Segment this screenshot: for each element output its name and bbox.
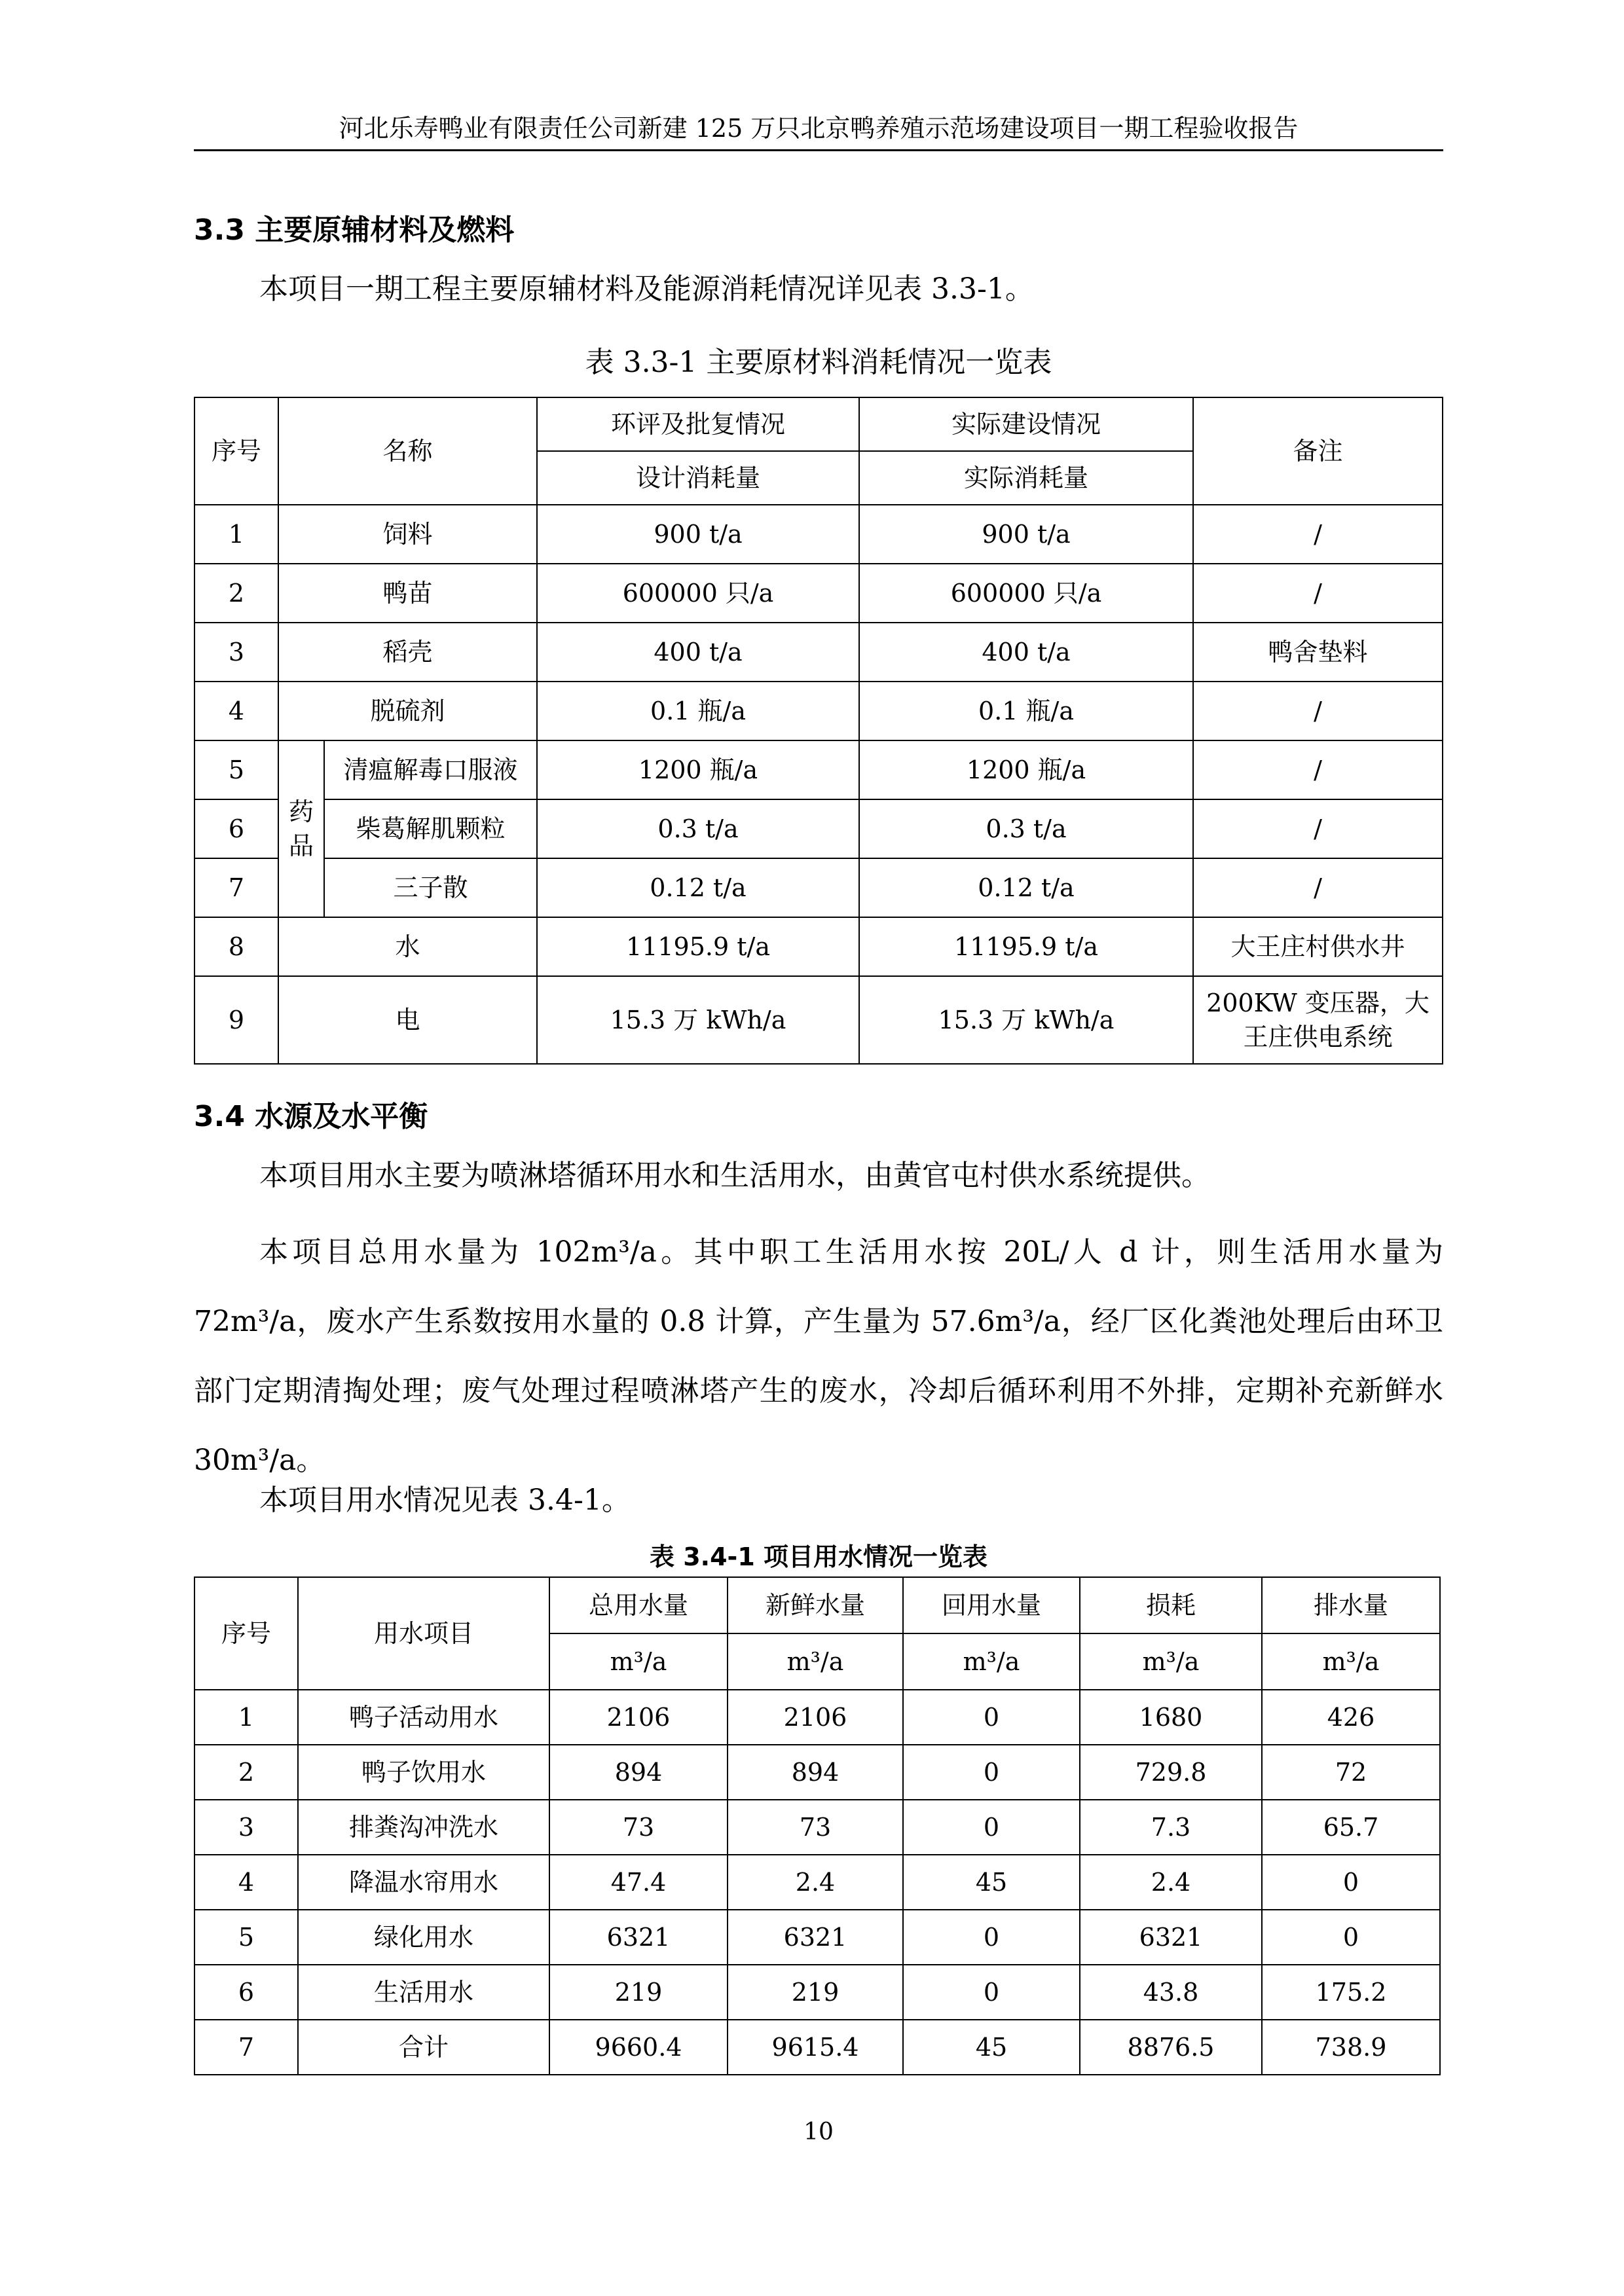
- cell-name: 稻壳: [278, 623, 537, 682]
- table-3-3-1-caption: 表 3.3-1 主要原材料消耗情况一览表: [585, 346, 1052, 379]
- section-3-4-para3: 本项目用水情况见表 3.4-1。: [259, 1484, 631, 1517]
- header-item: 用水项目: [298, 1577, 549, 1690]
- cell-loss: 2.4: [1080, 1855, 1262, 1910]
- table-row: [194, 564, 1443, 623]
- cell-actual: 0.12 t/a: [859, 858, 1193, 917]
- cell-remark: 大王庄村供水井: [1193, 917, 1443, 976]
- cell-item: 合计: [298, 2020, 549, 2075]
- cell-discharge: 175.2: [1262, 1965, 1440, 2020]
- cell-no: 6: [194, 1965, 298, 2020]
- section-3-4-para2: 本项目总用水量为 102m³/a。其中职工生活用水按 20L/人 d 计，则生活用水量为 72m³/a，废水产生系数按用水量的 0.8 计算，产生量为 57.6m³/a，经厂区化粪池处理后由环卫部门定期清掏处理；废气处理过程喷淋塔产生的废水，冷却后循环利用不外排，定期补充新鲜水 30m³/a。: [194, 1235, 1443, 1477]
- header-reuse: 回用水量: [903, 1577, 1080, 1633]
- cell-actual: 0.3 t/a: [859, 799, 1193, 858]
- cell-discharge: 0: [1262, 1910, 1440, 1965]
- cell-name: 水: [278, 917, 537, 976]
- cell-reuse: 0: [903, 1690, 1080, 1745]
- cell-discharge: 0: [1262, 1855, 1440, 1910]
- cell-name: 脱硫剂: [278, 682, 537, 740]
- cell-remark: /: [1193, 505, 1443, 564]
- running-header: 河北乐寿鸭业有限责任公司新建 125 万只北京鸭养殖示范场建设项目一期工程验收报告: [339, 114, 1299, 143]
- cell-design: 15.3 万 kWh/a: [537, 976, 859, 1064]
- cell-design: 400 t/a: [537, 623, 859, 682]
- unit-loss: m³/a: [1080, 1633, 1262, 1690]
- cell-discharge: 72: [1262, 1745, 1440, 1800]
- table-row: [194, 682, 1443, 740]
- table-row: [194, 1800, 1440, 1855]
- cell-total: 2106: [549, 1690, 728, 1745]
- cell-actual: 0.1 瓶/a: [859, 682, 1193, 740]
- cell-item: 降温水帘用水: [298, 1855, 549, 1910]
- cell-discharge: 65.7: [1262, 1800, 1440, 1855]
- table-row: [194, 858, 1443, 917]
- header-no: 序号: [194, 1577, 298, 1690]
- cell-fresh: 894: [728, 1745, 903, 1800]
- cell-no: 3: [194, 1800, 298, 1855]
- table-3-4-1-caption: 表 3.4-1 项目用水情况一览表: [650, 1542, 987, 1571]
- cell-actual: 15.3 万 kWh/a: [859, 976, 1193, 1064]
- cell-fresh: 9615.4: [728, 2020, 903, 2075]
- unit-fresh: m³/a: [728, 1633, 903, 1690]
- table-row: [194, 1690, 1440, 1745]
- table-row: [194, 1745, 1440, 1800]
- cell-reuse: 0: [903, 1800, 1080, 1855]
- cell-actual: 900 t/a: [859, 505, 1193, 564]
- table-3-3-1: [194, 397, 1443, 1065]
- cell-no: 7: [194, 858, 278, 917]
- table-row: [194, 1965, 1440, 2020]
- cell-remark: /: [1193, 858, 1443, 917]
- cell-remark: /: [1193, 682, 1443, 740]
- table-row: [194, 505, 1443, 564]
- cell-fresh: 73: [728, 1800, 903, 1855]
- cell-remark: 200KW 变压器，大王庄供电系统: [1193, 976, 1443, 1064]
- cell-item: 绿化用水: [298, 1910, 549, 1965]
- header-total: 总用水量: [549, 1577, 728, 1633]
- section-3-4-heading: 3.4 水源及水平衡: [194, 1100, 428, 1133]
- cell-no: 2: [194, 564, 278, 623]
- cell-no: 4: [194, 682, 278, 740]
- cell-actual: 11195.9 t/a: [859, 917, 1193, 976]
- cell-no: 3: [194, 623, 278, 682]
- cell-design: 0.3 t/a: [537, 799, 859, 858]
- cell-remark: /: [1193, 564, 1443, 623]
- cell-no: 1: [194, 1690, 298, 1745]
- cell-design: 900 t/a: [537, 505, 859, 564]
- group-label: 药品: [288, 797, 314, 860]
- table-row: [194, 2020, 1440, 2075]
- cell-loss: 8876.5: [1080, 2020, 1262, 2075]
- cell-no: 9: [194, 976, 278, 1064]
- unit-discharge: m³/a: [1262, 1633, 1440, 1690]
- cell-reuse: 45: [903, 2020, 1080, 2075]
- cell-loss: 1680: [1080, 1690, 1262, 1745]
- cell-design: 0.1 瓶/a: [537, 682, 859, 740]
- table-3-4-1: [194, 1576, 1441, 2075]
- header-actual-consumption: 实际消耗量: [859, 451, 1193, 505]
- header-discharge: 排水量: [1262, 1577, 1440, 1633]
- cell-remark: /: [1193, 799, 1443, 858]
- cell-name: 三子散: [324, 858, 537, 917]
- cell-total: 73: [549, 1800, 728, 1855]
- cell-actual: 400 t/a: [859, 623, 1193, 682]
- cell-total: 6321: [549, 1910, 728, 1965]
- table-row: [194, 1910, 1440, 1965]
- table-row: [194, 799, 1443, 858]
- cell-discharge: 738.9: [1262, 2020, 1440, 2075]
- header-name: 名称: [278, 397, 537, 505]
- cell-name: 柴葛解肌颗粒: [324, 799, 537, 858]
- cell-no: 8: [194, 917, 278, 976]
- cell-item: 排粪沟冲洗水: [298, 1800, 549, 1855]
- cell-no: 6: [194, 799, 278, 858]
- cell-item: 鸭子活动用水: [298, 1690, 549, 1745]
- cell-name: 电: [278, 976, 537, 1064]
- cell-design: 600000 只/a: [537, 564, 859, 623]
- cell-loss: 43.8: [1080, 1965, 1262, 2020]
- header-eia: 环评及批复情况: [537, 397, 859, 451]
- cell-total: 219: [549, 1965, 728, 2020]
- cell-total: 47.4: [549, 1855, 728, 1910]
- header-actual: 实际建设情况: [859, 397, 1193, 451]
- section-3-3-intro: 本项目一期工程主要原辅材料及能源消耗情况详见表 3.3-1。: [259, 272, 1034, 306]
- cell-actual: 1200 瓶/a: [859, 740, 1193, 799]
- table-row: [194, 976, 1443, 1064]
- cell-no: 5: [194, 740, 278, 799]
- header-rule: [194, 149, 1443, 151]
- cell-discharge: 426: [1262, 1690, 1440, 1745]
- cell-item: 生活用水: [298, 1965, 549, 2020]
- cell-loss: 729.8: [1080, 1745, 1262, 1800]
- section-3-4-para1: 本项目用水主要为喷淋塔循环用水和生活用水，由黄官屯村供水系统提供。: [259, 1159, 1210, 1192]
- cell-fresh: 2.4: [728, 1855, 903, 1910]
- cell-reuse: 0: [903, 1745, 1080, 1800]
- cell-no: 2: [194, 1745, 298, 1800]
- unit-total: m³/a: [549, 1633, 728, 1690]
- cell-total: 9660.4: [549, 2020, 728, 2075]
- cell-no: 5: [194, 1910, 298, 1965]
- cell-fresh: 2106: [728, 1690, 903, 1745]
- cell-loss: 7.3: [1080, 1800, 1262, 1855]
- cell-fresh: 219: [728, 1965, 903, 2020]
- cell-no: 1: [194, 505, 278, 564]
- table-row: [194, 1855, 1440, 1910]
- table-row: [194, 623, 1443, 682]
- unit-reuse: m³/a: [903, 1633, 1080, 1690]
- header-loss: 损耗: [1080, 1577, 1262, 1633]
- cell-design: 1200 瓶/a: [537, 740, 859, 799]
- table-row: [194, 740, 1443, 799]
- header-no: 序号: [194, 397, 278, 505]
- cell-no: 7: [194, 2020, 298, 2075]
- cell-design: 11195.9 t/a: [537, 917, 859, 976]
- cell-remark: /: [1193, 740, 1443, 799]
- header-remark: 备注: [1193, 397, 1443, 505]
- cell-no: 4: [194, 1855, 298, 1910]
- cell-reuse: 45: [903, 1855, 1080, 1910]
- cell-design: 0.12 t/a: [537, 858, 859, 917]
- cell-remark: 鸭舍垫料: [1193, 623, 1443, 682]
- cell-total: 894: [549, 1745, 728, 1800]
- cell-reuse: 0: [903, 1910, 1080, 1965]
- header-design-consumption: 设计消耗量: [537, 451, 859, 505]
- page-number: 10: [803, 2119, 834, 2145]
- cell-item: 鸭子饮用水: [298, 1745, 549, 1800]
- cell-fresh: 6321: [728, 1910, 903, 1965]
- cell-group-medicine: [278, 740, 324, 917]
- table-row: [194, 917, 1443, 976]
- cell-name: 鸭苗: [278, 564, 537, 623]
- cell-reuse: 0: [903, 1965, 1080, 2020]
- cell-actual: 600000 只/a: [859, 564, 1193, 623]
- cell-loss: 6321: [1080, 1910, 1262, 1965]
- cell-name: 清瘟解毒口服液: [324, 740, 537, 799]
- header-fresh: 新鲜水量: [728, 1577, 903, 1633]
- section-3-3-heading: 3.3 主要原辅材料及燃料: [194, 213, 515, 247]
- cell-name: 饲料: [278, 505, 537, 564]
